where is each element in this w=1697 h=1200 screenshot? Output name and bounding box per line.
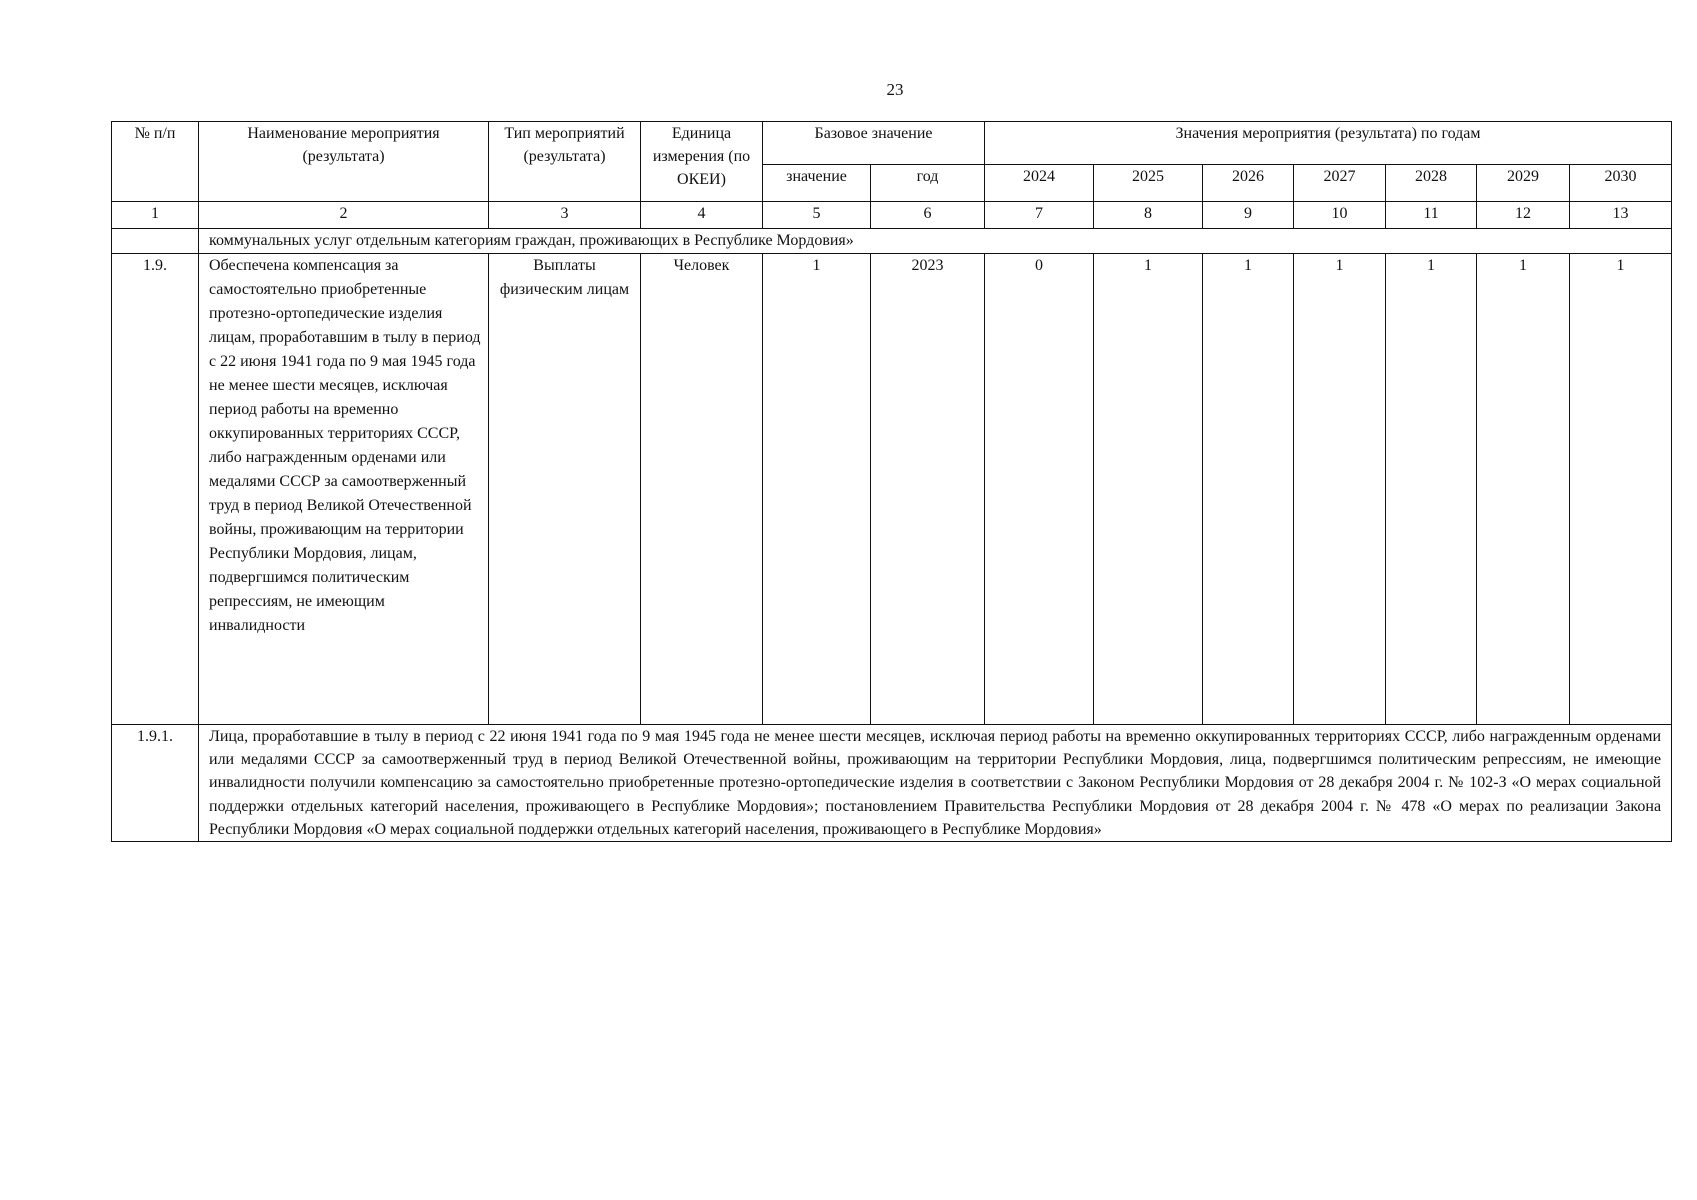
item-value-2027: 1 xyxy=(1294,254,1386,725)
column-number-row xyxy=(112,202,1672,229)
header-row xyxy=(112,122,1672,165)
column-number: 1 xyxy=(112,202,199,229)
item-name: Обеспечена компенсация за самостоятельно приобретенные протезно-ортопедические изделия лицам, проработавшим в тылу в период с 22 июня 1941 года по 9 мая 1945 года не менее шести месяцев, исключая период работы на временно оккупированных территориях СССР, либо награжденным орденами или медалями СССР за самоотверженный труд в период Великой Отечественной войны, проживающим на территории Республики Мордовия, лицам, подвергшимся политическим репрессиям, не имеющим инвалидности xyxy=(199,254,489,725)
column-number: 13 xyxy=(1570,202,1672,229)
item-base-value: 1 xyxy=(763,254,871,725)
subitem-description: Лица, проработавшие в тылу в период с 22 июня 1941 года по 9 мая 1945 года не менее шести месяцев, исключая период работы на временно оккупированных территориях СССР, либо награжденным орденами или медалями СССР за самоотверженный труд в период Великой Отечественной войны, проживающим на территории Республики Мордовия, лица, подвергшимся политическим репрессиям, не имеющие инвалидности получили компенсацию за самостоятельно приобретенные протезно-ортопедические изделия в соответствии с Законом Республики Мордовия от 28 декабря 2004 г. № 102-З «О мерах социальной поддержки отдельных категорий населения, проживающего в Республике Мордовия»; постановлением Правительства Республики Мордовия от 28 декабря 2004 г. № 478 «О мерах по реализации Закона Республики Мордовия «О мерах социальной поддержки отдельных категорий населения, проживающего в Республике Мордовия» xyxy=(199,725,1672,842)
header-base-value: значение xyxy=(763,165,871,202)
column-number: 10 xyxy=(1294,202,1386,229)
header-year-2027: 2027 xyxy=(1294,165,1386,202)
column-number: 12 xyxy=(1477,202,1570,229)
measures-table xyxy=(111,121,1672,842)
column-number: 6 xyxy=(871,202,985,229)
column-number: 4 xyxy=(641,202,763,229)
item-num: 1.9. xyxy=(112,254,199,725)
header-name: Наименование мероприятия (результата) xyxy=(199,122,489,202)
header-base: Базовое значение xyxy=(763,122,985,165)
header-type: Тип мероприятий (результата) xyxy=(489,122,641,202)
subitem-num: 1.9.1. xyxy=(112,725,199,842)
item-value-2030: 1 xyxy=(1570,254,1672,725)
header-year-2024: 2024 xyxy=(985,165,1094,202)
header-unit: Единица измерения (по ОКЕИ) xyxy=(641,122,763,202)
table-row xyxy=(112,254,1672,725)
column-number: 9 xyxy=(1203,202,1294,229)
item-unit: Человек xyxy=(641,254,763,725)
item-value-2026: 1 xyxy=(1203,254,1294,725)
continuation-text: коммунальных услуг отдельным категориям граждан, проживающих в Республике Мордовия» xyxy=(199,229,1672,254)
item-value-2029: 1 xyxy=(1477,254,1570,725)
column-number: 7 xyxy=(985,202,1094,229)
item-base-year: 2023 xyxy=(871,254,985,725)
page-number: 23 xyxy=(886,80,904,99)
header-year-2026: 2026 xyxy=(1203,165,1294,202)
header-num: № п/п xyxy=(112,122,199,202)
header-years-group: Значения мероприятия (результата) по годам xyxy=(985,122,1672,165)
continuation-empty-cell xyxy=(112,229,199,254)
header-year-2025: 2025 xyxy=(1094,165,1203,202)
header-year-2030: 2030 xyxy=(1570,165,1672,202)
item-value-2028: 1 xyxy=(1386,254,1477,725)
item-type: Выплаты физическим лицам xyxy=(489,254,641,725)
column-number: 8 xyxy=(1094,202,1203,229)
column-number: 11 xyxy=(1386,202,1477,229)
header-year-2028: 2028 xyxy=(1386,165,1477,202)
item-value-2025: 1 xyxy=(1094,254,1203,725)
column-number: 5 xyxy=(763,202,871,229)
header-base-year: год xyxy=(871,165,985,202)
subitem-row xyxy=(112,725,1672,842)
column-number: 2 xyxy=(199,202,489,229)
header-year-2029: 2029 xyxy=(1477,165,1570,202)
column-number: 3 xyxy=(489,202,641,229)
item-value-2024: 0 xyxy=(985,254,1094,725)
continuation-row xyxy=(112,229,1672,254)
